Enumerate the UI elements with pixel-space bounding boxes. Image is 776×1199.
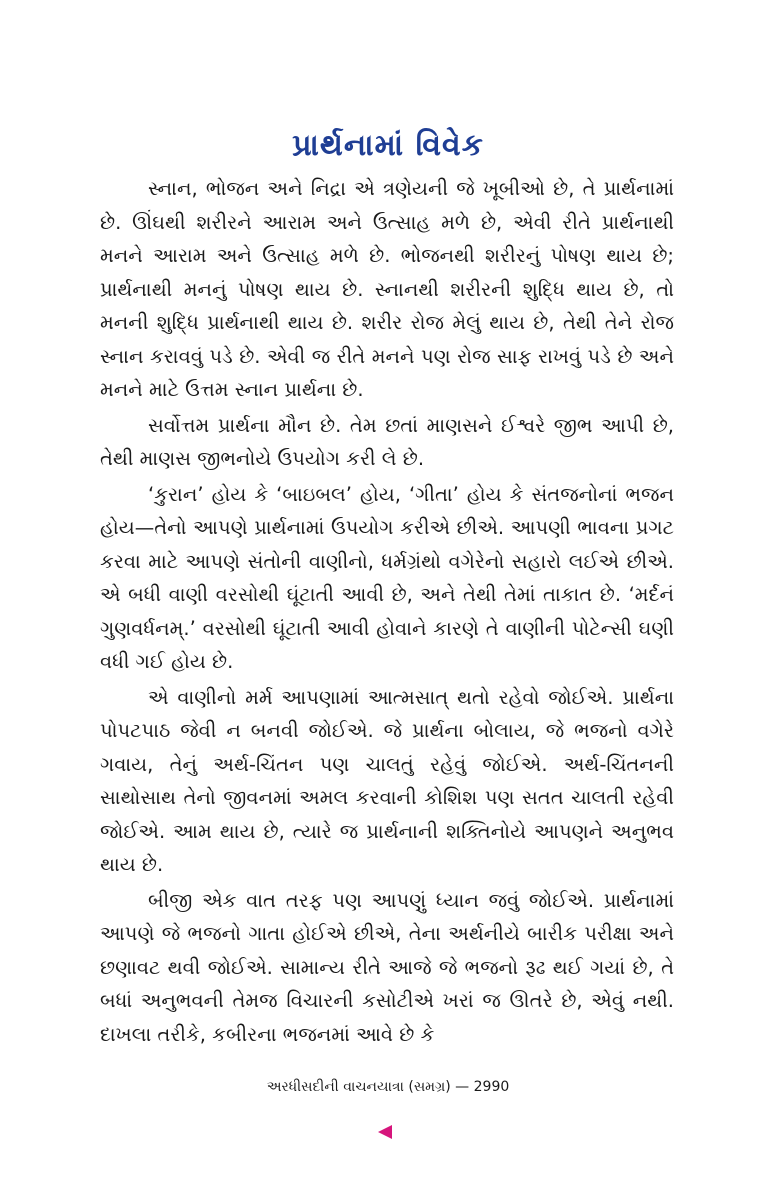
paragraph-4: એ વાણીનો મર્મ આપણામાં આત્મસાત્ થતો રહેવો જોઈએ. પ્રાર્થના પોપટપાઠ જેવી ન બનવી જોઈએ. જે પ્રાર્થના બોલાય, જે ભજનો વગેરે ગવાય, તેનું અર્થ-ચિંતન પણ ચાલતું રહેવું જોઈએ. અર્થ-ચિંતનની સાથોસાથ તેનો જીવનમાં અમલ કરવાની કોશિશ પણ સતત ચાલતી રહેવી જોઈએ. આમ થાય છે, ત્યારે જ પ્રાર્થનાની શક્તિનોયે આપણને અનુભવ થાય છે.: [100, 685, 674, 876]
paragraph-1: સ્નાન, ભોજન અને નિદ્રા એ ત્રણેયની જે ખૂબીઓ છે, તે પ્રાર્થનામાં છે. ઊંઘથી શરીરને આરામ અને ઉત્સાહ મળે છે, એવી રીતે પ્રાર્થનાથી મનને આરામ અને ઉત્સાહ મળે છે. ભોજનથી શરીરનું પોષણ થાય છે; પ્રાર્થનાથી મનનું પોષણ થાય છે. સ્નાનથી શરીરની શુદ્ધિ થાય છે, તો મનની શુદ્ધિ પ્રાર્થનાથી થાય છે. શરીર રોજ મેલું થાય છે, તેથી તેને રોજ સ્નાન કરાવવું પડે છે. એવી જ રીતે મનને પણ રોજ સાફ રાખવું પડે છે અને મનને માટે ઉત્તમ સ્નાન પ્રાર્થના છે.: [100, 177, 674, 401]
page-footer: અરધીસદીની વાચનયાત્રા (સમગ્ર) — 2990: [266, 1079, 510, 1095]
paragraph-3: ‘કુરાન’ હોય કે ‘બાઇબલ’ હોય, ‘ગીતા’ હોય કે સંતજનોનાં ભજન હોય—તેનો આપણે પ્રાર્થનામાં ઉપયોગ કરીએ છીએ. આપણી ભાવના પ્રગટ કરવા માટે આપણે સંતોની વાણીનો, ધર્મગ્રંથો વગેરેનો સહારો લઈએ છીએ. એ બધી વાણી વરસોથી ઘૂંટાતી આવી છે, અને તેથી તેમાં તાકાત છે. ‘મર્દનં ગુણવર્ધનમ્.’ વરસોથી ઘૂંટાતી આવી હોવાને કારણે તે વાણીની પોટેન્સી ઘણી વધી ગઈ હોય છે.: [100, 482, 674, 673]
previous-page-arrow-icon[interactable]: [378, 1125, 392, 1139]
paragraph-2: સર્વોત્તમ પ્રાર્થના મૌન છે. તેમ છતાં માણસને ઈશ્વરે જીભ આપી છે, તેથી માણસ જીભનોયે ઉપયોગ કરી લે છે.: [100, 413, 674, 470]
page-title: પ્રાર્થનામાં વિવેક: [292, 128, 484, 164]
paragraph-5: બીજી એક વાત તરફ પણ આપણું ધ્યાન જવું જોઈએ. પ્રાર્થનામાં આપણે જે ભજનો ગાતા હોઈએ છીએ, તેના અર્થનીયે બારીક પરીક્ષા અને છણાવટ થવી જોઈએ. સામાન્ય રીતે આજે જે ભજનો રૂઢ થઈ ગયાં છે, તે બધાં અનુભવની તેમજ વિચારની કસોટીએ ખરાં જ ઊતરે છે, એવું નથી. દાખલા તરીકે, કબીરના ભજનમાં આવે છે કે: [100, 888, 674, 1046]
article-body: [100, 172, 674, 1053]
